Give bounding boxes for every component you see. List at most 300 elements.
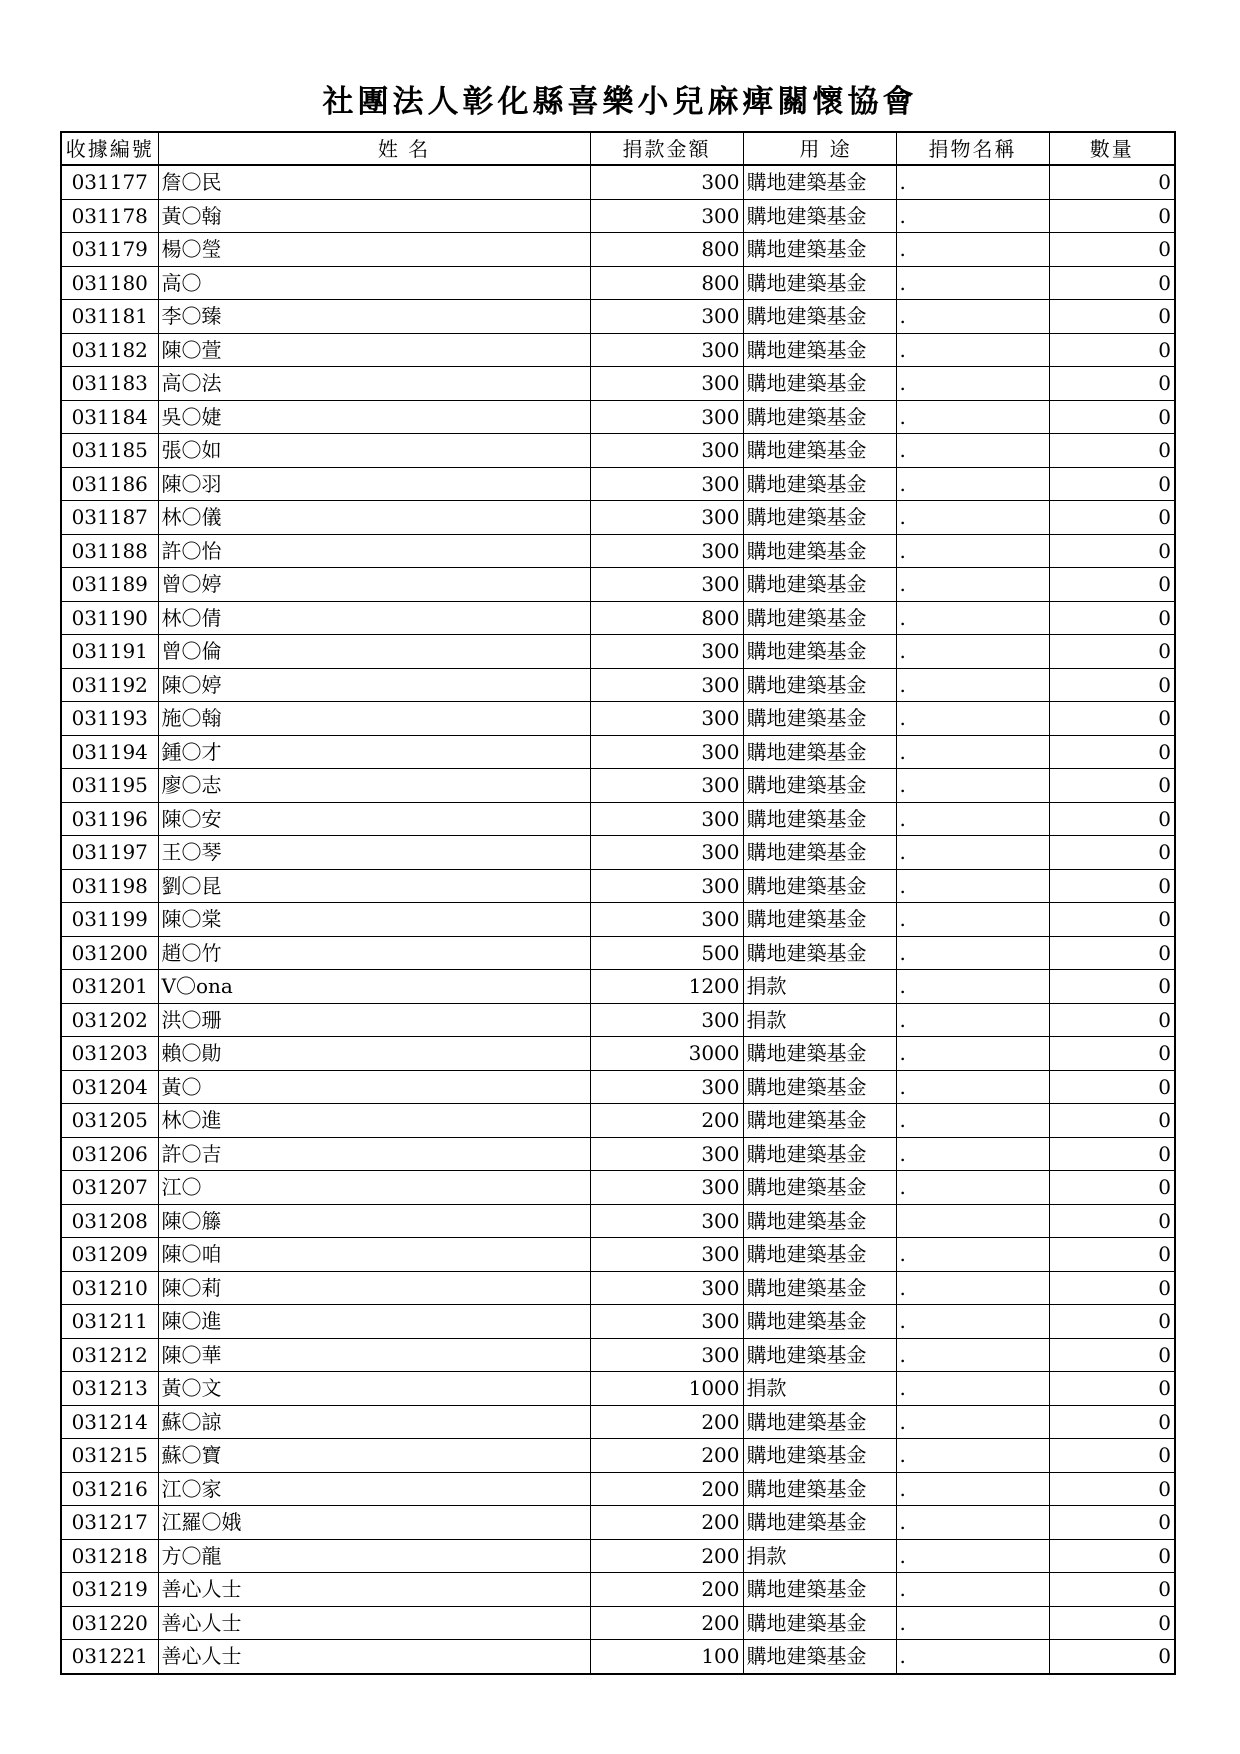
donor-name-cell: 陳〇莉 (158, 1271, 590, 1305)
receipt-no-cell: 031191 (61, 635, 158, 669)
purpose-cell: 購地建築基金 (743, 367, 896, 401)
purpose-cell: 捐款 (743, 1539, 896, 1573)
table-body (61, 165, 1175, 1674)
donor-name-cell: 李〇臻 (158, 300, 590, 334)
table-row (61, 434, 1175, 468)
donor-name-cell: 江羅〇娥 (158, 1506, 590, 1540)
table-row (61, 300, 1175, 334)
quantity-cell: 0 (1049, 199, 1175, 233)
table-row (61, 165, 1175, 199)
item-name-cell: . (896, 501, 1049, 535)
quantity-cell: 0 (1049, 467, 1175, 501)
item-name-cell: . (896, 635, 1049, 669)
table-row (61, 802, 1175, 836)
donor-name-cell: 林〇儀 (158, 501, 590, 535)
receipt-no-cell: 031196 (61, 802, 158, 836)
donor-name-cell: 王〇琴 (158, 836, 590, 870)
item-name-cell: . (896, 1070, 1049, 1104)
quantity-cell: 0 (1049, 936, 1175, 970)
purpose-cell: 購地建築基金 (743, 1640, 896, 1674)
donor-name-cell: 洪〇珊 (158, 1003, 590, 1037)
donor-name-cell: 陳〇咱 (158, 1238, 590, 1272)
receipt-no-cell: 031193 (61, 702, 158, 736)
item-name-cell: . (896, 668, 1049, 702)
item-name-cell: . (896, 400, 1049, 434)
receipt-no-cell: 031205 (61, 1104, 158, 1138)
amount-cell: 300 (590, 1003, 743, 1037)
header-amount: 捐款金額 (590, 132, 743, 165)
purpose-cell: 購地建築基金 (743, 635, 896, 669)
receipt-no-cell: 031216 (61, 1472, 158, 1506)
receipt-no-cell: 031208 (61, 1204, 158, 1238)
purpose-cell: 購地建築基金 (743, 1238, 896, 1272)
table-row (61, 501, 1175, 535)
purpose-cell: 購地建築基金 (743, 1204, 896, 1238)
donor-name-cell: 方〇龍 (158, 1539, 590, 1573)
item-name-cell: . (896, 165, 1049, 199)
item-name-cell: . (896, 467, 1049, 501)
table-row (61, 1137, 1175, 1171)
donation-table (60, 131, 1176, 1675)
quantity-cell: 0 (1049, 769, 1175, 803)
purpose-cell: 購地建築基金 (743, 1506, 896, 1540)
quantity-cell: 0 (1049, 233, 1175, 267)
table-row (61, 635, 1175, 669)
donor-name-cell: 蘇〇寶 (158, 1439, 590, 1473)
table-row (61, 333, 1175, 367)
amount-cell: 300 (590, 367, 743, 401)
table-row (61, 1606, 1175, 1640)
table-row (61, 1271, 1175, 1305)
table-row (61, 1003, 1175, 1037)
item-name-cell: . (896, 1271, 1049, 1305)
receipt-no-cell: 031186 (61, 467, 158, 501)
table-row (61, 970, 1175, 1004)
quantity-cell: 0 (1049, 1204, 1175, 1238)
amount-cell: 300 (590, 434, 743, 468)
purpose-cell: 購地建築基金 (743, 1037, 896, 1071)
amount-cell: 300 (590, 1271, 743, 1305)
item-name-cell: . (896, 1238, 1049, 1272)
table-row (61, 266, 1175, 300)
table-row (61, 568, 1175, 602)
receipt-no-cell: 031219 (61, 1573, 158, 1607)
donor-name-cell: 江〇家 (158, 1472, 590, 1506)
donor-name-cell: 曾〇婷 (158, 568, 590, 602)
purpose-cell: 購地建築基金 (743, 199, 896, 233)
amount-cell: 200 (590, 1606, 743, 1640)
donor-name-cell: 陳〇安 (158, 802, 590, 836)
purpose-cell: 購地建築基金 (743, 1070, 896, 1104)
table-row (61, 903, 1175, 937)
donor-name-cell: 善心人士 (158, 1640, 590, 1674)
item-name-cell: . (896, 568, 1049, 602)
item-name-cell: . (896, 367, 1049, 401)
item-name-cell: . (896, 233, 1049, 267)
table-row (61, 601, 1175, 635)
quantity-cell: 0 (1049, 1338, 1175, 1372)
item-name-cell: . (896, 1539, 1049, 1573)
table-row (61, 1238, 1175, 1272)
receipt-no-cell: 031194 (61, 735, 158, 769)
table-row (61, 936, 1175, 970)
purpose-cell: 購地建築基金 (743, 165, 896, 199)
amount-cell: 300 (590, 903, 743, 937)
purpose-cell: 購地建築基金 (743, 1439, 896, 1473)
purpose-cell: 購地建築基金 (743, 869, 896, 903)
amount-cell: 200 (590, 1405, 743, 1439)
receipt-no-cell: 031220 (61, 1606, 158, 1640)
quantity-cell: 0 (1049, 568, 1175, 602)
donor-name-cell: 蘇〇諒 (158, 1405, 590, 1439)
amount-cell: 300 (590, 635, 743, 669)
purpose-cell: 購地建築基金 (743, 467, 896, 501)
amount-cell: 300 (590, 769, 743, 803)
table-row (61, 1204, 1175, 1238)
donor-name-cell: 鍾〇才 (158, 735, 590, 769)
purpose-cell: 購地建築基金 (743, 769, 896, 803)
amount-cell: 300 (590, 333, 743, 367)
quantity-cell: 0 (1049, 1640, 1175, 1674)
purpose-cell: 購地建築基金 (743, 802, 896, 836)
purpose-cell: 購地建築基金 (743, 668, 896, 702)
quantity-cell: 0 (1049, 1003, 1175, 1037)
quantity-cell: 0 (1049, 266, 1175, 300)
amount-cell: 300 (590, 1137, 743, 1171)
table-row (61, 233, 1175, 267)
donor-name-cell: 善心人士 (158, 1573, 590, 1607)
amount-cell: 100 (590, 1640, 743, 1674)
receipt-no-cell: 031202 (61, 1003, 158, 1037)
receipt-no-cell: 031201 (61, 970, 158, 1004)
receipt-no-cell: 031187 (61, 501, 158, 535)
donor-name-cell: 陳〇婷 (158, 668, 590, 702)
donor-name-cell: 許〇吉 (158, 1137, 590, 1171)
donor-name-cell: 張〇如 (158, 434, 590, 468)
item-name-cell: . (896, 1104, 1049, 1138)
donor-name-cell: 曾〇倫 (158, 635, 590, 669)
receipt-no-cell: 031178 (61, 199, 158, 233)
receipt-no-cell: 031214 (61, 1405, 158, 1439)
table-row (61, 668, 1175, 702)
receipt-no-cell: 031200 (61, 936, 158, 970)
item-name-cell: . (896, 769, 1049, 803)
receipt-no-cell: 031221 (61, 1640, 158, 1674)
donor-name-cell: 劉〇昆 (158, 869, 590, 903)
quantity-cell: 0 (1049, 333, 1175, 367)
amount-cell: 200 (590, 1439, 743, 1473)
donor-name-cell: 黃〇文 (158, 1372, 590, 1406)
table-row (61, 1573, 1175, 1607)
quantity-cell: 0 (1049, 1539, 1175, 1573)
item-name-cell: . (896, 1338, 1049, 1372)
receipt-no-cell: 031218 (61, 1539, 158, 1573)
item-name-cell: . (896, 300, 1049, 334)
quantity-cell: 0 (1049, 300, 1175, 334)
amount-cell: 300 (590, 1204, 743, 1238)
receipt-no-cell: 031185 (61, 434, 158, 468)
item-name-cell: . (896, 1003, 1049, 1037)
item-name-cell: . (896, 702, 1049, 736)
table-row (61, 467, 1175, 501)
donor-name-cell: 詹〇民 (158, 165, 590, 199)
donor-name-cell: 楊〇瑩 (158, 233, 590, 267)
donor-name-cell: 善心人士 (158, 1606, 590, 1640)
receipt-no-cell: 031206 (61, 1137, 158, 1171)
quantity-cell: 0 (1049, 534, 1175, 568)
receipt-no-cell: 031212 (61, 1338, 158, 1372)
table-row (61, 1472, 1175, 1506)
purpose-cell: 購地建築基金 (743, 601, 896, 635)
purpose-cell: 購地建築基金 (743, 400, 896, 434)
purpose-cell: 購地建築基金 (743, 266, 896, 300)
table-row (61, 400, 1175, 434)
quantity-cell: 0 (1049, 1171, 1175, 1205)
amount-cell: 300 (590, 400, 743, 434)
donor-name-cell: 林〇倩 (158, 601, 590, 635)
item-name-cell: . (896, 1472, 1049, 1506)
quantity-cell: 0 (1049, 1305, 1175, 1339)
purpose-cell: 購地建築基金 (743, 1405, 896, 1439)
amount-cell: 200 (590, 1539, 743, 1573)
receipt-no-cell: 031210 (61, 1271, 158, 1305)
table-row (61, 1338, 1175, 1372)
receipt-no-cell: 031198 (61, 869, 158, 903)
item-name-cell: . (896, 1305, 1049, 1339)
purpose-cell: 購地建築基金 (743, 1104, 896, 1138)
amount-cell: 1000 (590, 1372, 743, 1406)
quantity-cell: 0 (1049, 1506, 1175, 1540)
quantity-cell: 0 (1049, 400, 1175, 434)
item-name-cell: . (896, 266, 1049, 300)
item-name-cell: . (896, 1037, 1049, 1071)
item-name-cell: . (896, 802, 1049, 836)
amount-cell: 200 (590, 1506, 743, 1540)
quantity-cell: 0 (1049, 1573, 1175, 1607)
table-row (61, 836, 1175, 870)
item-name-cell: . (896, 534, 1049, 568)
quantity-cell: 0 (1049, 165, 1175, 199)
quantity-cell: 0 (1049, 903, 1175, 937)
purpose-cell: 購地建築基金 (743, 1171, 896, 1205)
receipt-no-cell: 031211 (61, 1305, 158, 1339)
donor-name-cell: 江〇 (158, 1171, 590, 1205)
quantity-cell: 0 (1049, 735, 1175, 769)
purpose-cell: 購地建築基金 (743, 568, 896, 602)
amount-cell: 200 (590, 1573, 743, 1607)
donor-name-cell: 賴〇勛 (158, 1037, 590, 1071)
item-name-cell: . (896, 333, 1049, 367)
purpose-cell: 購地建築基金 (743, 1472, 896, 1506)
table-row (61, 1372, 1175, 1406)
purpose-cell: 購地建築基金 (743, 434, 896, 468)
table-row (61, 869, 1175, 903)
table-row (61, 1305, 1175, 1339)
purpose-cell: 購地建築基金 (743, 233, 896, 267)
amount-cell: 300 (590, 165, 743, 199)
amount-cell: 300 (590, 702, 743, 736)
quantity-cell: 0 (1049, 668, 1175, 702)
quantity-cell: 0 (1049, 635, 1175, 669)
purpose-cell: 購地建築基金 (743, 1271, 896, 1305)
purpose-cell: 購地建築基金 (743, 903, 896, 937)
receipt-no-cell: 031213 (61, 1372, 158, 1406)
receipt-no-cell: 031197 (61, 836, 158, 870)
purpose-cell: 購地建築基金 (743, 1338, 896, 1372)
purpose-cell: 購地建築基金 (743, 534, 896, 568)
donor-name-cell: 黃〇翰 (158, 199, 590, 233)
header-quantity: 數量 (1049, 132, 1175, 165)
amount-cell: 300 (590, 802, 743, 836)
item-name-cell: . (896, 199, 1049, 233)
receipt-no-cell: 031190 (61, 601, 158, 635)
header-name: 姓 名 (158, 132, 590, 165)
item-name-cell: . (896, 1372, 1049, 1406)
amount-cell: 300 (590, 501, 743, 535)
quantity-cell: 0 (1049, 836, 1175, 870)
amount-cell: 300 (590, 467, 743, 501)
donor-name-cell: 林〇進 (158, 1104, 590, 1138)
table-row (61, 534, 1175, 568)
quantity-cell: 0 (1049, 1271, 1175, 1305)
table-row (61, 1037, 1175, 1071)
receipt-no-cell: 031203 (61, 1037, 158, 1071)
donor-name-cell: 廖〇志 (158, 769, 590, 803)
quantity-cell: 0 (1049, 1372, 1175, 1406)
purpose-cell: 購地建築基金 (743, 333, 896, 367)
receipt-no-cell: 031188 (61, 534, 158, 568)
donor-name-cell: 陳〇棠 (158, 903, 590, 937)
purpose-cell: 購地建築基金 (743, 1573, 896, 1607)
purpose-cell: 購地建築基金 (743, 300, 896, 334)
item-name-cell: . (896, 1506, 1049, 1540)
receipt-no-cell: 031179 (61, 233, 158, 267)
item-name-cell: . (896, 735, 1049, 769)
amount-cell: 300 (590, 668, 743, 702)
amount-cell: 800 (590, 266, 743, 300)
amount-cell: 1200 (590, 970, 743, 1004)
amount-cell: 300 (590, 1338, 743, 1372)
item-name-cell: . (896, 1137, 1049, 1171)
receipt-no-cell: 031181 (61, 300, 158, 334)
amount-cell: 300 (590, 735, 743, 769)
receipt-no-cell: 031199 (61, 903, 158, 937)
quantity-cell: 0 (1049, 1104, 1175, 1138)
quantity-cell: 0 (1049, 1037, 1175, 1071)
receipt-no-cell: 031184 (61, 400, 158, 434)
receipt-no-cell: 031217 (61, 1506, 158, 1540)
quantity-cell: 0 (1049, 1137, 1175, 1171)
table-row (61, 769, 1175, 803)
purpose-cell: 購地建築基金 (743, 836, 896, 870)
item-name-cell: . (896, 1640, 1049, 1674)
header-receipt-no: 收據編號 (61, 132, 158, 165)
page-title: 社團法人彰化縣喜樂小兒麻痺關懷協會 (322, 84, 918, 120)
table-row (61, 1506, 1175, 1540)
item-name-cell: . (896, 869, 1049, 903)
donor-name-cell: 陳〇華 (158, 1338, 590, 1372)
table-row (61, 1171, 1175, 1205)
item-name-cell: . (896, 1171, 1049, 1205)
purpose-cell: 購地建築基金 (743, 936, 896, 970)
purpose-cell: 購地建築基金 (743, 1305, 896, 1339)
purpose-cell: 購地建築基金 (743, 1137, 896, 1171)
amount-cell: 300 (590, 534, 743, 568)
amount-cell: 3000 (590, 1037, 743, 1071)
table-row (61, 1070, 1175, 1104)
amount-cell: 300 (590, 869, 743, 903)
item-name-cell: . (896, 936, 1049, 970)
amount-cell: 200 (590, 1472, 743, 1506)
quantity-cell: 0 (1049, 702, 1175, 736)
table-row (61, 1439, 1175, 1473)
item-name-cell: . (896, 836, 1049, 870)
table-row (61, 735, 1175, 769)
donor-name-cell: 陳〇籐 (158, 1204, 590, 1238)
receipt-no-cell: 031192 (61, 668, 158, 702)
amount-cell: 800 (590, 233, 743, 267)
donor-name-cell: 高〇法 (158, 367, 590, 401)
quantity-cell: 0 (1049, 1439, 1175, 1473)
receipt-no-cell: 031177 (61, 165, 158, 199)
quantity-cell: 0 (1049, 367, 1175, 401)
table-row (61, 1640, 1175, 1674)
donor-name-cell: 陳〇羽 (158, 467, 590, 501)
purpose-cell: 捐款 (743, 970, 896, 1004)
item-name-cell: . (896, 601, 1049, 635)
table-row (61, 367, 1175, 401)
receipt-no-cell: 031189 (61, 568, 158, 602)
quantity-cell: 0 (1049, 434, 1175, 468)
donor-name-cell: 高〇 (158, 266, 590, 300)
table-row (61, 1405, 1175, 1439)
receipt-no-cell: 031195 (61, 769, 158, 803)
item-name-cell: . (896, 1405, 1049, 1439)
table-row (61, 1104, 1175, 1138)
purpose-cell: 購地建築基金 (743, 702, 896, 736)
receipt-no-cell: 031215 (61, 1439, 158, 1473)
item-name-cell (896, 1204, 1049, 1238)
purpose-cell: 捐款 (743, 1003, 896, 1037)
quantity-cell: 0 (1049, 802, 1175, 836)
purpose-cell: 捐款 (743, 1372, 896, 1406)
quantity-cell: 0 (1049, 970, 1175, 1004)
quantity-cell: 0 (1049, 501, 1175, 535)
amount-cell: 300 (590, 1070, 743, 1104)
item-name-cell: . (896, 1573, 1049, 1607)
donor-name-cell: 吳〇婕 (158, 400, 590, 434)
quantity-cell: 0 (1049, 1238, 1175, 1272)
quantity-cell: 0 (1049, 1606, 1175, 1640)
amount-cell: 300 (590, 1305, 743, 1339)
donor-name-cell: 陳〇進 (158, 1305, 590, 1339)
table-row (61, 199, 1175, 233)
receipt-no-cell: 031182 (61, 333, 158, 367)
donor-name-cell: V〇ona (158, 970, 590, 1004)
amount-cell: 300 (590, 836, 743, 870)
amount-cell: 200 (590, 1104, 743, 1138)
item-name-cell: . (896, 970, 1049, 1004)
purpose-cell: 購地建築基金 (743, 735, 896, 769)
donor-name-cell: 陳〇萱 (158, 333, 590, 367)
header-item-name: 捐物名稱 (896, 132, 1049, 165)
donor-name-cell: 黃〇 (158, 1070, 590, 1104)
amount-cell: 300 (590, 1171, 743, 1205)
amount-cell: 300 (590, 1238, 743, 1272)
receipt-no-cell: 031204 (61, 1070, 158, 1104)
item-name-cell: . (896, 1606, 1049, 1640)
item-name-cell: . (896, 1439, 1049, 1473)
